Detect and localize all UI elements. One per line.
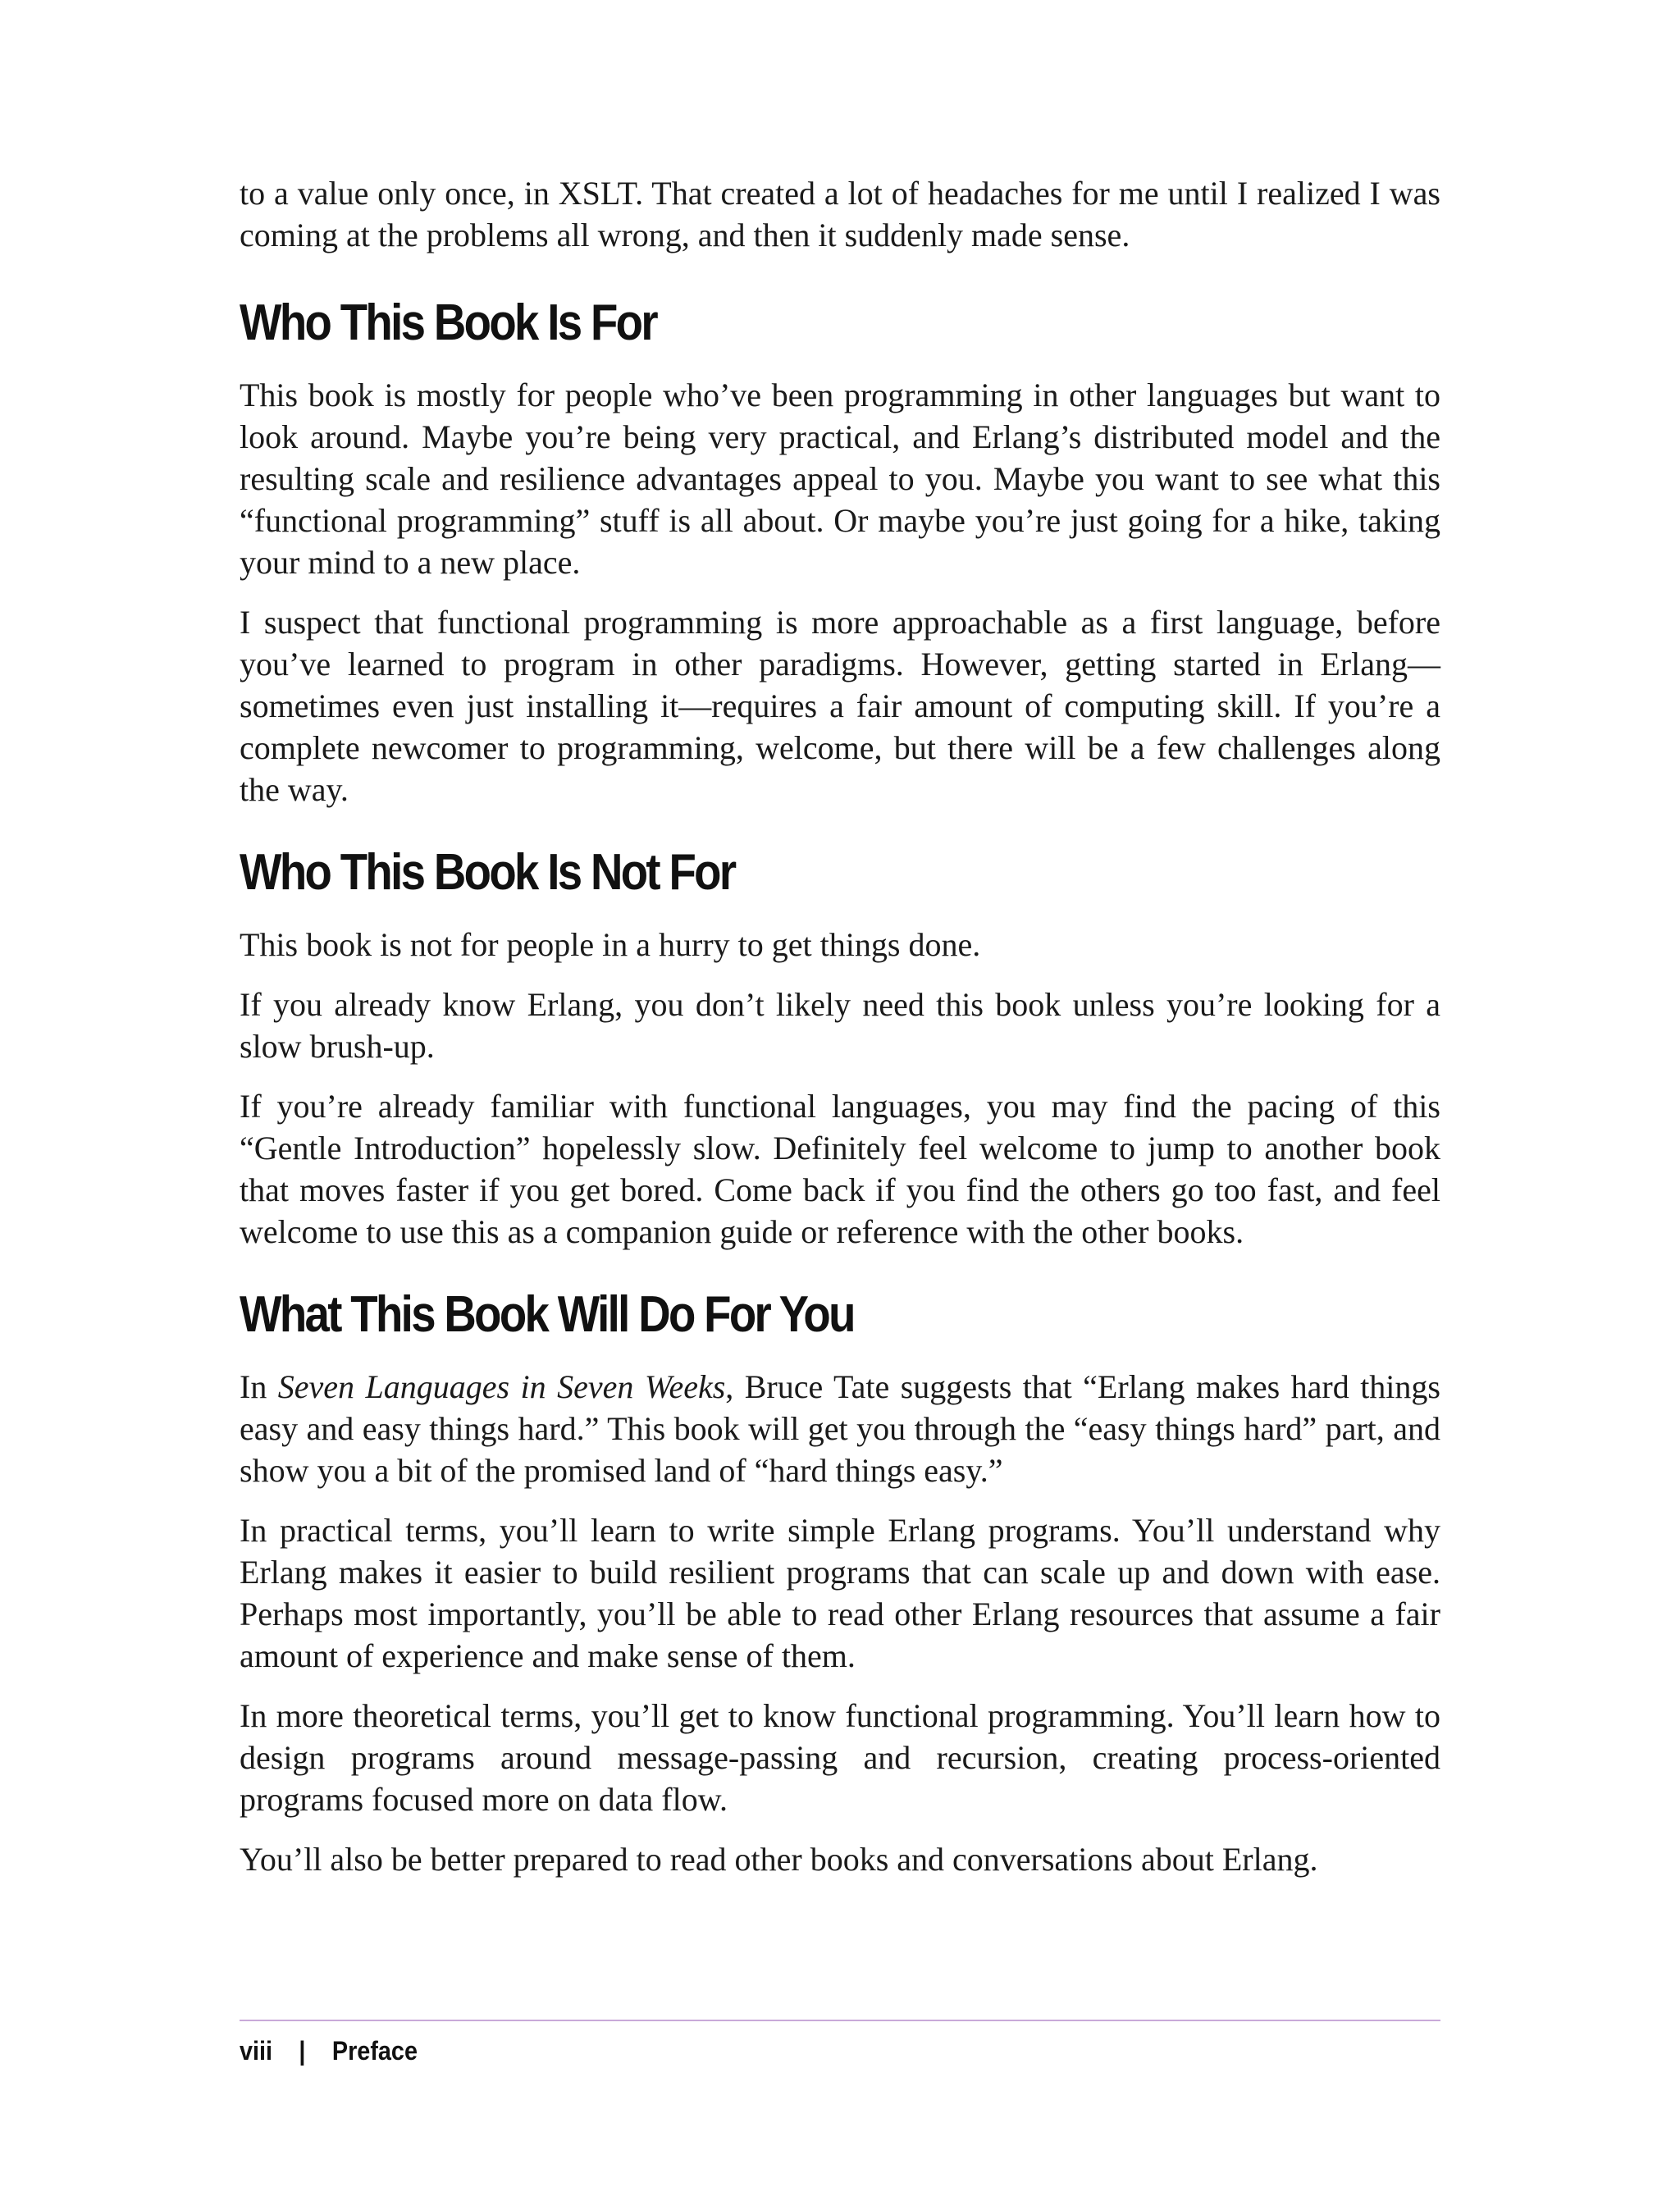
who-not-for-paragraph-2: If you already know Erlang, you don’t likely need this book unless you’re looking for a slow brush-up. [240,986,1440,1065]
heading-what-this-book-will-do: What This Book Will Do For You [240,1286,854,1343]
book-title-seven-languages: Seven Languages in Seven Weeks [277,1368,726,1405]
what-do-paragraph-3: In more theoretical terms, you’ll get to know functional programming. You’ll learn how to design programs around message-passing and recursion, creating process-oriented programs focused more on data flow. [240,1697,1440,1818]
intro-paragraph: to a value only once, in XSLT. That created a lot of headaches for me until I realized I was coming at the problems all wrong, and then it suddenly made sense. [240,175,1440,253]
who-for-paragraph-2: I suspect that functional programming is more approachable as a first language, before you’ve learned to program in other paradigms. However, getting started in Erlang—sometimes even just installing it—requires a fair amount of computing skill. If you’re a complete newcomer to programming, welcome, but there will be a few challenges along the way. [240,604,1440,808]
who-not-for-paragraph-1: This book is not for people in a hurry to get things done. [240,926,981,963]
page-footer [240,2020,1440,2066]
footer-separator: | [299,2036,306,2066]
page-number: viii [240,2036,273,2066]
footer-row [240,2036,1321,2066]
heading-who-this-book-is-for: Who This Book Is For [240,294,656,351]
footer-section-name: Preface [331,2036,418,2066]
who-not-for-paragraph-3: If you’re already familiar with functional languages, you may find the pacing of this “Gentle Introduction” hopelessly slow. Definitely feel welcome to jump to another book that moves faster if you get bored. Come back if you find the others go too fast, and feel welcome to use this as a companion guide or reference with the other books. [240,1088,1440,1250]
heading-who-this-book-is-not-for: Who This Book Is Not For [240,844,735,901]
page-content [240,172,1440,1898]
what-do-p1-after: , Bruce Tate suggests that “Erlang makes hard things easy and easy things hard.” This book will get you through the “easy things hard” part, and show you a bit of the promised land of “hard things easy.” [240,1368,1440,1489]
what-do-p1-before: In [240,1368,278,1405]
what-do-paragraph-2: In practical terms, you’ll learn to write simple Erlang programs. You’ll understand why Erlang makes it easier to build resilient programs that can scale up and down with ease. Perhaps most importantly, you’ll be able to read other Erlang resources that assume a fair amount of experience and make sense of them. [240,1512,1440,1674]
what-do-paragraph-4: You’ll also be better prepared to read other books and conversations about Erlang. [240,1841,1318,1878]
who-for-paragraph-1: This book is mostly for people who’ve been programming in other languages but want to look around. Maybe you’re being very practical, and Erlang’s distributed model and the resulting scale and resilience advantages appeal to you. Maybe you want to see what this “functional programming” stuff is all about. Or maybe you’re just going for a hike, taking your mind to a new place. [240,377,1440,581]
what-do-paragraph-1 [240,1366,1440,1491]
footer-rule [240,2020,1440,2021]
